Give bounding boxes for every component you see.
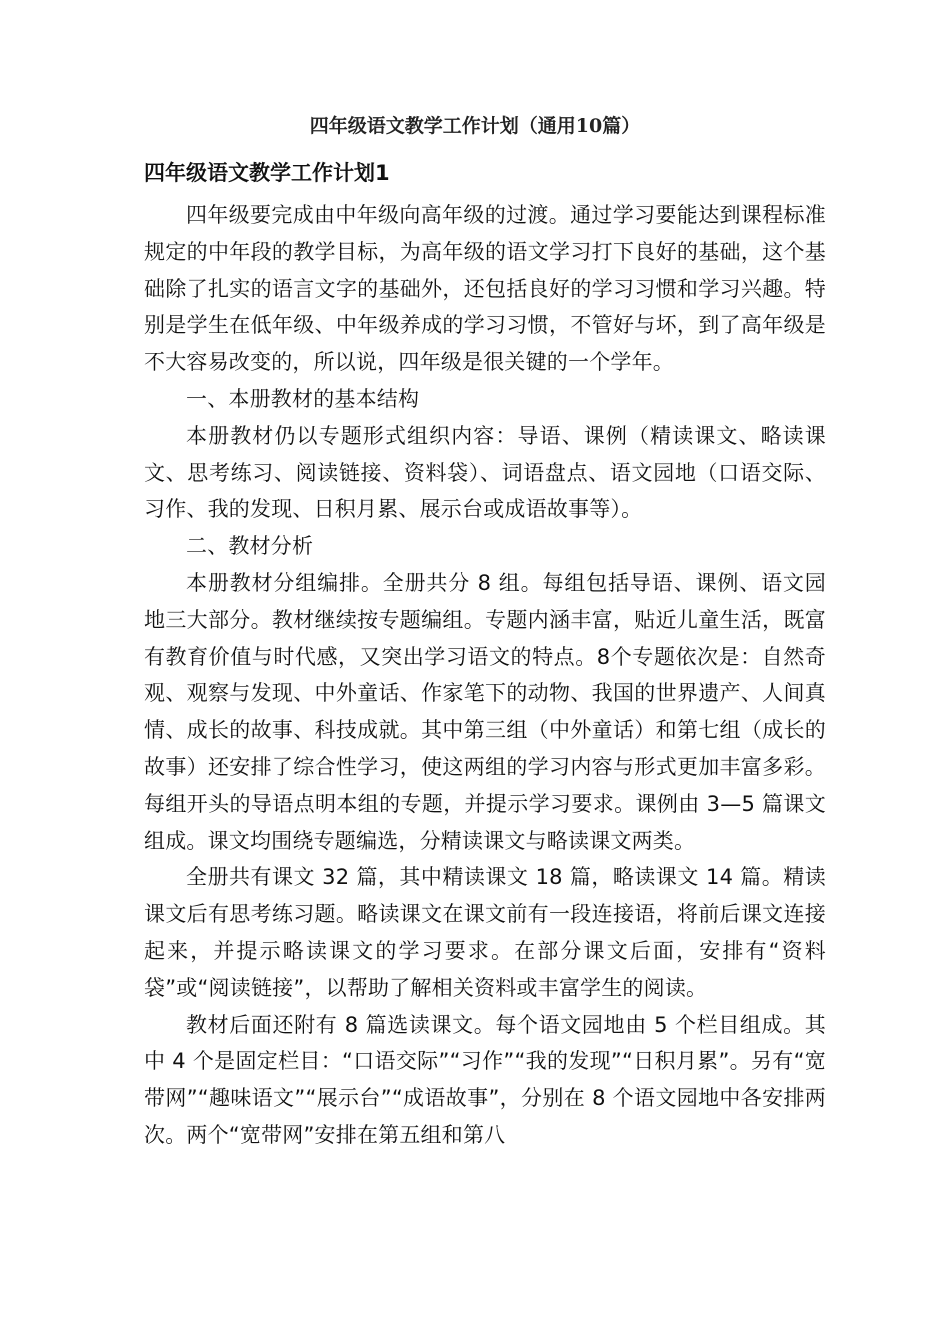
document-title: 四年级语文教学工作计划（通用10篇） [309,115,641,137]
section-heading: 四年级语文教学工作计划1 [144,161,390,185]
structure-paragraph: 本册教材仍以专题形式组织内容：导语、课例（精读课文、略读课文、思考练习、阅读链接、资料袋）、词语盘点、语文园地（口语交际、习作、我的发现、日积月累、展示台或成语故事等）。 [144,423,826,522]
analysis-paragraph: 本册教材分组编排。全册共分 8 组。每组包括导语、课例、语文园地三大部分。教材继续按专题编组。专题内涵丰富，贴近儿童生活，既富有教育价值与时代感，又突出学习语文的特点。8个专题依次是：自然奇观、观察与发现、中外童话、作家笔下的动物、我国的世界遗产、人间真情、成长的故事、科技成就。其中第三组（中外童话）和第七组（成长的故事）还安排了综合性学习，使这两组的学习内容与形式更加丰富多彩。每组开头的导语点明本组的专题，并提示学习要求。课例由 3—5 篇课文组成。课文均围绕专题编选，分精读课文与略读课文两类。 [144,570,826,853]
intro-paragraph: 四年级要完成由中年级向高年级的过渡。通过学习要能达到课程标准规定的中年段的教学目标，为高年级的语文学习打下良好的基础，这个基础除了扎实的语言文字的基础外，还包括良好的学习习惯和学习兴趣。特别是学生在低年级、中年级养成的学习习惯，不管好与坏，到了高年级是不大容易改变的，所以说，四年级是很关键的一个学年。 [144,203,826,375]
appendix-paragraph: 教材后面还附有 8 篇选读课文。每个语文园地由 5 个栏目组成。其中 4 个是固定栏目：“口语交际”“习作”“我的发现”“日积月累”。另有“宽带网”“趣味语文”“展示台”“成语故事”，分别在 8 个语文园地中各安排两次。两个“宽带网”安排在第五组和第八 [144,1012,826,1147]
subheading-structure: 一、本册教材的基本结构 [186,386,420,411]
texts-count-paragraph: 全册共有课文 32 篇，其中精读课文 18 篇，略读课文 14 篇。精读课文后有思考练习题。略读课文在课文前有一段连接语，将前后课文连接起来，并提示略读课文的学习要求。在部分课文后面，安排有“资料袋”或“阅读链接”，以帮助了解相关资料或丰富学生的阅读。 [144,865,826,1000]
document-body [144,197,826,1154]
subheading-analysis: 二、教材分析 [186,534,314,559]
